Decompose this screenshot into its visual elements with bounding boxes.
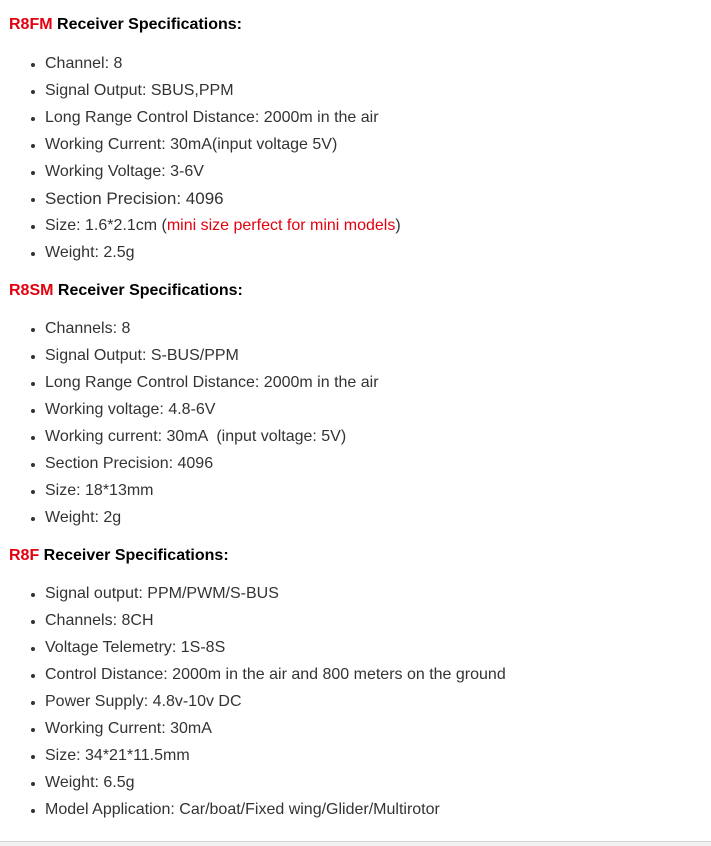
spec-item: Channels: 8	[45, 319, 379, 346]
size-text: Size: 1.6*2.1cm (	[45, 217, 167, 234]
spec-item: Size: 34*21*11.5mm	[45, 746, 506, 773]
size-note: mini size perfect for mini models	[166, 217, 396, 234]
spec-item: Long Range Control Distance: 2000m in the air	[45, 373, 379, 400]
spec-item: Weight: 6.5g	[45, 773, 506, 800]
spec-item: Working current: 30mA (input voltage: 5V)	[45, 427, 379, 454]
spec-item: Working Voltage: 3-6V	[45, 162, 401, 189]
spec-item: Signal Output: S-BUS/PPM	[45, 346, 379, 373]
model-name: R8FM	[9, 16, 53, 33]
spec-item: Signal Output: SBUS,PPM	[45, 81, 401, 108]
spec-item: Channel: 8	[45, 54, 401, 81]
spec-item: Long Range Control Distance: 2000m in the air	[45, 108, 401, 135]
spec-list-r8f	[0, 584, 506, 827]
spec-item: Working voltage: 4.8-6V	[45, 400, 379, 427]
spec-item: Control Distance: 2000m in the air and 800 meters on the ground	[45, 665, 506, 692]
spec-item: Voltage Telemetry: 1S-8S	[45, 638, 506, 665]
spec-list-r8sm	[0, 319, 379, 535]
spec-item: Weight: 2.5g	[45, 243, 401, 270]
spec-item: Working Current: 30mA(input voltage 5V)	[45, 135, 401, 162]
spec-item: Section Precision: 4096	[45, 189, 401, 216]
spec-item: Model Application: Car/boat/Fixed wing/Glider/Multirotor	[45, 800, 506, 827]
spec-item: Section Precision: 4096	[45, 454, 379, 481]
section-title-r8sm	[9, 282, 243, 300]
spec-item-size	[45, 216, 401, 243]
model-name: R8F	[9, 547, 40, 564]
spec-item: Power Supply: 4.8v-10v DC	[45, 692, 506, 719]
section-title-r8f	[9, 547, 229, 565]
spec-item: Channels: 8CH	[45, 611, 506, 638]
spec-list-r8fm	[0, 54, 401, 270]
bottom-divider	[0, 841, 711, 846]
spec-item: Signal output: PPM/PWM/S-BUS	[45, 584, 506, 611]
title-suffix: Receiver Specifications:	[52, 16, 242, 33]
model-name: R8SM	[9, 282, 54, 299]
spec-item: Size: 18*13mm	[45, 481, 379, 508]
title-suffix: Receiver Specifications:	[39, 547, 229, 564]
title-suffix: Receiver Specifications:	[53, 282, 243, 299]
section-title-r8fm	[9, 16, 242, 34]
size-close: )	[395, 217, 401, 234]
spec-item: Weight: 2g	[45, 508, 379, 535]
spec-item: Working Current: 30mA	[45, 719, 506, 746]
